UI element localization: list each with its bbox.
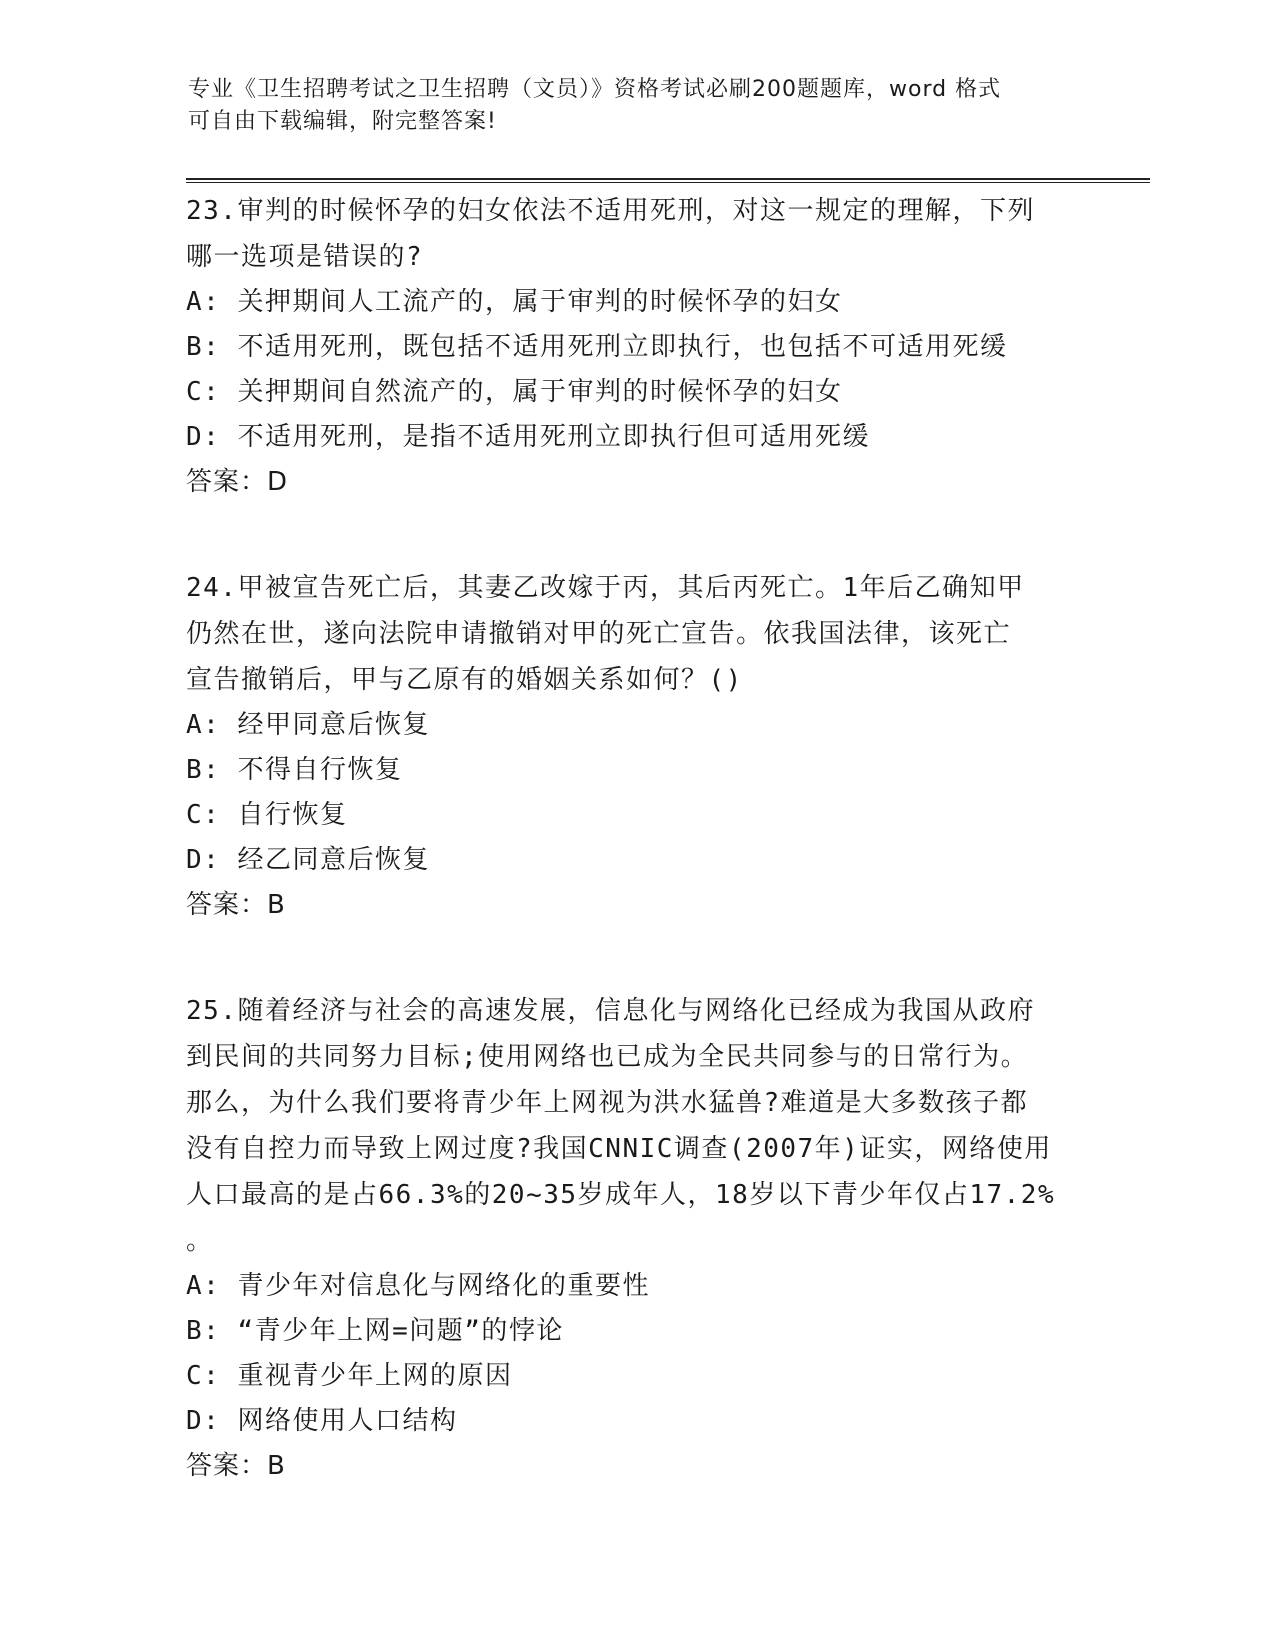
answer-line: 答案：B: [186, 890, 286, 920]
question-stem: 人口最高的是占66.3%的20~35岁成年人，18岁以下青少年仅占17.2%: [186, 1180, 1056, 1210]
question-stem: 宣告撤销后，甲与乙原有的婚姻关系如何？(): [186, 665, 743, 695]
answer-line: 答案：D: [186, 467, 289, 497]
option-c: C: 自行恢复: [186, 800, 348, 830]
option-b: B: “青少年上网=问题”的悖论: [186, 1316, 564, 1346]
question-stem: 。: [186, 1226, 214, 1256]
question-stem: 那么，为什么我们要将青少年上网视为洪水猛兽?难道是大多数孩子都: [186, 1088, 1029, 1118]
header-line-1: 专业《卫生招聘考试之卫生招聘（文员）》资格考试必刷200题题库，word 格式: [188, 77, 1002, 102]
option-a: A: 关押期间人工流产的，属于审判的时候怀孕的妇女: [186, 287, 843, 317]
question-23: [186, 188, 1086, 505]
question-list: [186, 188, 1086, 1549]
answer-line: 答案：B: [186, 1451, 286, 1481]
option-c: C: 重视青少年上网的原因: [186, 1361, 513, 1391]
option-d: D: 经乙同意后恢复: [186, 845, 430, 875]
option-d: D: 网络使用人口结构: [186, 1406, 458, 1436]
option-d: D: 不适用死刑，是指不适用死刑立即执行但可适用死缓: [186, 422, 870, 452]
header-line-2: 可自由下载编辑，附完整答案!: [188, 109, 497, 134]
option-b: B: 不得自行恢复: [186, 755, 403, 785]
question-stem: 25.随着经济与社会的高速发展，信息化与网络化已经成为我国从政府: [186, 996, 1035, 1026]
question-stem: 23.审判的时候怀孕的妇女依法不适用死刑，对这一规定的理解，下列: [186, 196, 1035, 226]
question-24: [186, 565, 1086, 928]
option-a: A: 青少年对信息化与网络化的重要性: [186, 1271, 650, 1301]
question-stem: 仍然在世，遂向法院申请撤销对甲的死亡宣告。依我国法律，该死亡: [186, 619, 1012, 649]
page-header: [188, 74, 1068, 138]
header-divider: [186, 178, 1150, 183]
question-25: [186, 988, 1086, 1489]
question-stem: 没有自控力而导致上网过度?我国CNNIC调查(2007年)证实，网络使用: [186, 1134, 1052, 1164]
option-b: B: 不适用死刑，既包括不适用死刑立即执行，也包括不可适用死缓: [186, 332, 1008, 362]
question-stem: 24.甲被宣告死亡后，其妻乙改嫁于丙，其后丙死亡。1年后乙确知甲: [186, 573, 1025, 603]
option-c: C: 关押期间自然流产的，属于审判的时候怀孕的妇女: [186, 377, 843, 407]
question-stem: 到民间的共同努力目标;使用网络也已成为全民共同参与的日常行为。: [186, 1042, 1029, 1072]
option-a: A: 经甲同意后恢复: [186, 710, 430, 740]
question-stem: 哪一选项是错误的?: [186, 242, 424, 272]
